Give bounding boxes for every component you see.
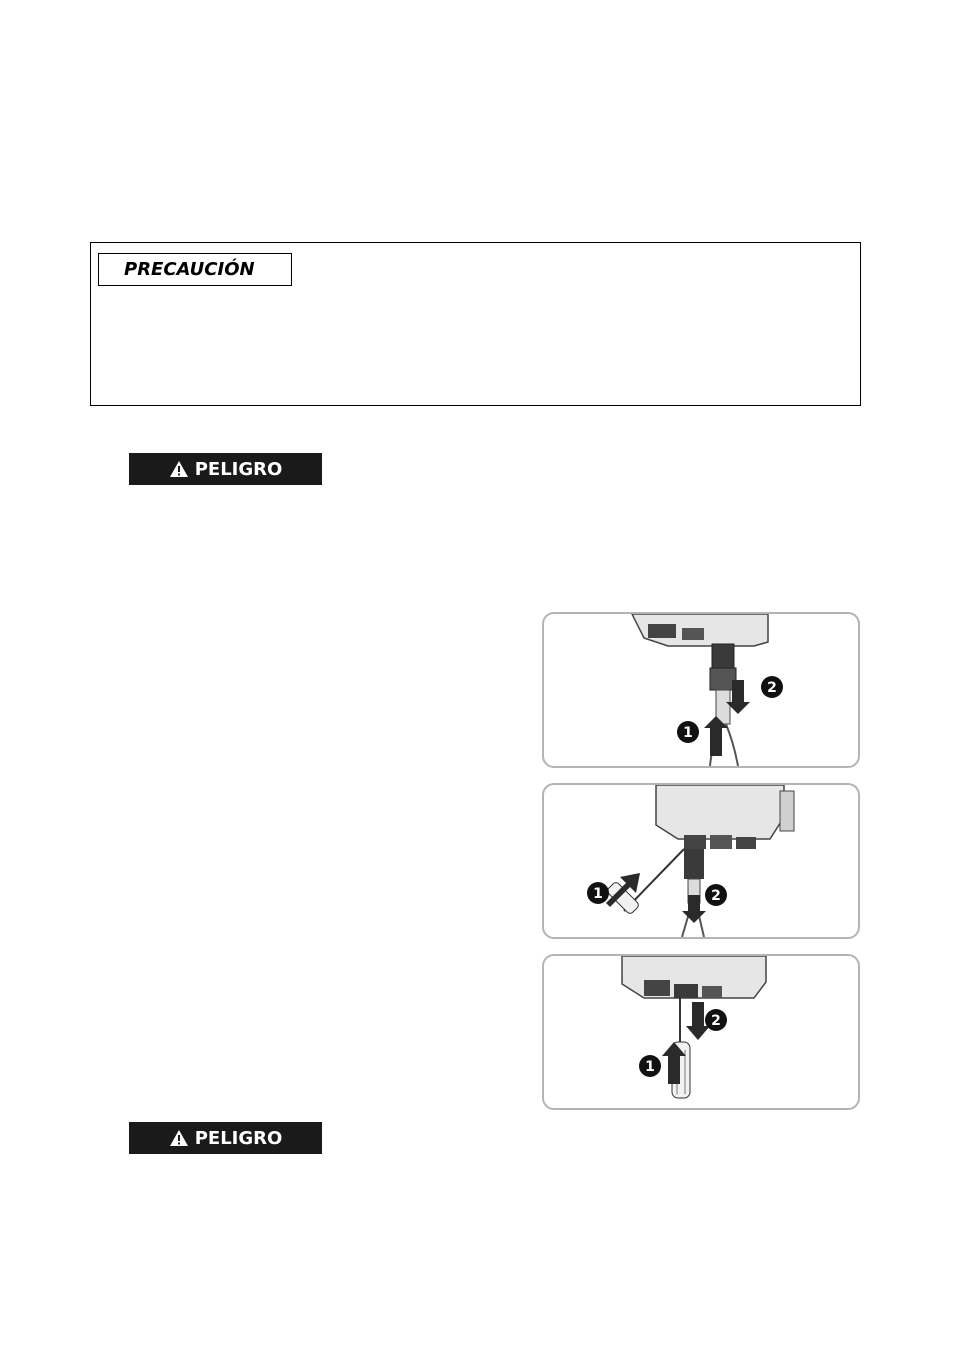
step-badge-2 [705,1009,727,1031]
svg-text:2: 2 [767,680,777,696]
step-badge-1 [677,721,699,743]
illustration-step-c [542,954,860,1110]
step-badge-2 [761,676,783,698]
illustration-step-a [542,612,860,768]
danger-text: PELIGRO [194,458,283,480]
danger-label [129,453,322,485]
svg-text:1: 1 [683,725,693,741]
svg-text:1: 1 [645,1059,655,1075]
svg-text:2: 2 [711,888,721,904]
warning-triangle-icon [169,460,189,478]
svg-text:2: 2 [711,1013,721,1029]
step-badge-1 [639,1055,661,1077]
svg-text:1: 1 [593,886,603,902]
danger-text: PELIGRO [194,1127,283,1149]
illustration-step-b [542,783,860,939]
step-badge-1 [587,882,609,904]
caution-label: PRECAUCIÓN [98,253,292,286]
caution-box [90,242,861,406]
warning-triangle-icon [169,1129,189,1147]
step-badge-2 [705,884,727,906]
danger-label [129,1122,322,1154]
